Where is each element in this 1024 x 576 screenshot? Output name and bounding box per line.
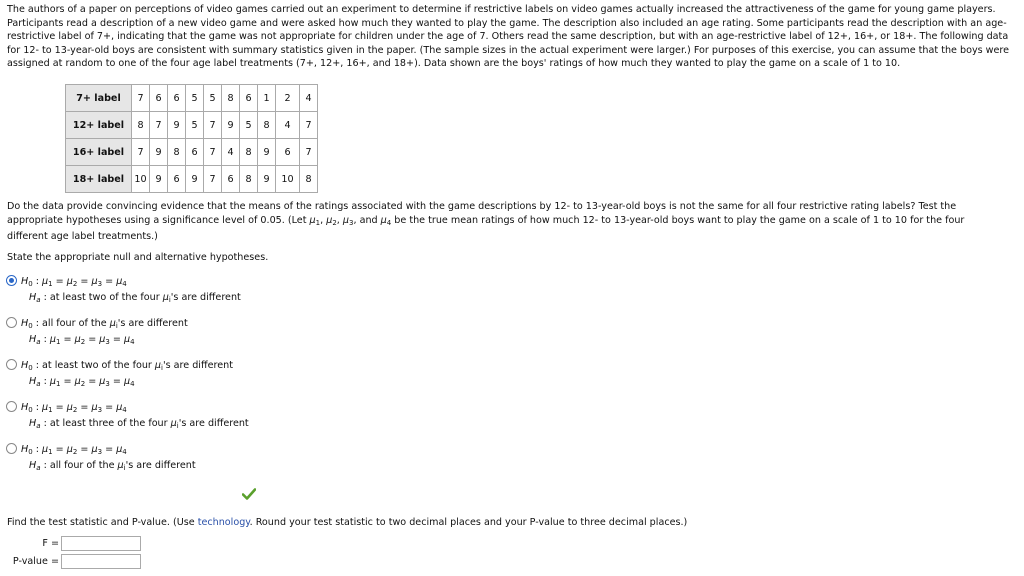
table-cell: 7 xyxy=(300,112,318,139)
option-line-1: $H_0$ : $\mu_1 = \mu_2 = \mu_3 = \mu_4$ xyxy=(21,276,127,288)
table-cell: 5 xyxy=(240,112,258,139)
table-cell: 8 xyxy=(240,139,258,166)
table-cell: 4 xyxy=(222,139,240,166)
table-cell: 7 xyxy=(300,139,318,166)
hypothesis-option-4[interactable] xyxy=(6,400,249,432)
table-cell: 7 xyxy=(132,139,150,166)
table-cell: 6 xyxy=(150,85,168,112)
technology-link[interactable]: technology xyxy=(197,517,250,528)
option-line-2: $H_a$ : all four of the $\mu_i's$ are different xyxy=(29,460,196,472)
hypothesis-option-1[interactable] xyxy=(6,274,241,306)
table-cell: 8 xyxy=(168,139,186,166)
find-prompt: Find the test statistic and P-value. (Use technology. Round your test statistic to two decimal places and your P-value to three decimal places.) xyxy=(7,517,688,528)
p-value-row xyxy=(7,554,59,570)
table-cell: 4 xyxy=(300,85,318,112)
state-hypotheses-prompt: State the appropriate null and alternative hypotheses. xyxy=(7,252,269,263)
radio-icon[interactable] xyxy=(6,401,17,412)
option-line-2: $H_a$ : $\mu_1 = \mu_2 = \mu_3 = \mu_4$ xyxy=(29,376,135,388)
table-cell: 5 xyxy=(186,85,204,112)
radio-icon[interactable] xyxy=(6,443,17,454)
table-cell: 7 xyxy=(204,166,222,193)
table-row xyxy=(66,139,318,166)
row-label: 16+ label xyxy=(66,139,132,166)
hypothesis-option-2[interactable] xyxy=(6,316,188,348)
table-cell: 5 xyxy=(186,112,204,139)
table-row xyxy=(66,112,318,139)
table-cell: 1 xyxy=(258,85,276,112)
table-cell: 8 xyxy=(258,112,276,139)
option-line-1: $H_0$ : all four of the $\mu_i's$ are different xyxy=(21,318,188,330)
option-line-2: $H_a$ : $\mu_1 = \mu_2 = \mu_3 = \mu_4$ xyxy=(29,334,135,346)
problem-intro: The authors of a paper on perceptions of video games carried out an experiment to determine if restrictive labels on video games actually increased the attractiveness of the game for young game players. Participants read a description of a new video game and were asked how much they wanted to play the game. The description also included an age rating. Some participants read the description with an age-restrictive label of 7+, indicating that the game was not appropriate for children under the age of 7. Others read the same description, but with an age-restrictive label of 12+, 16+, or 18+. The following data for 12- to 13-year-old boys are consistent with summary statistics given in the paper. (The sample sizes in the actual experiment were larger.) For purposes of this exercise, you can assume that the boys were assigned at random to one of the four age label treatments (7+, 12+, 16+, and 18+). Data shown are the boys' ratings of how much they wanted to play the game on a scale of 1 to 10. xyxy=(7,4,1010,70)
table-cell: 8 xyxy=(222,85,240,112)
table-cell: 9 xyxy=(150,166,168,193)
table-cell: 8 xyxy=(132,112,150,139)
question-text: Do the data provide convincing evidence that the means of the ratings associated with the game descriptions by 12- to 13-year-old boys is not the same for all four restrictive rating labels? Test the appropriate hypotheses using a significance level of 0.05. (Let $\mu_1$, $\mu_2$, $\mu_3$, and $\mu_4$ be the true mean ratings of how much 12- to 13-year-old boys want to play the game on a scale of 1 to 10 for the four different age label treatments.) xyxy=(7,201,965,242)
table-cell: 4 xyxy=(276,112,300,139)
table-cell: 5 xyxy=(204,85,222,112)
option-line-1: $H_0$ : $\mu_1 = \mu_2 = \mu_3 = \mu_4$ xyxy=(21,444,127,456)
table-cell: 9 xyxy=(258,139,276,166)
option-line-1: $H_0$ : $\mu_1 = \mu_2 = \mu_3 = \mu_4$ xyxy=(21,402,127,414)
f-label: F = xyxy=(42,538,59,549)
table-cell: 6 xyxy=(276,139,300,166)
p-value-input[interactable] xyxy=(61,554,141,569)
table-cell: 8 xyxy=(240,166,258,193)
table-cell: 6 xyxy=(168,85,186,112)
table-cell: 7 xyxy=(150,112,168,139)
row-label: 12+ label xyxy=(66,112,132,139)
table-row xyxy=(66,85,318,112)
table-cell: 6 xyxy=(168,166,186,193)
table-cell: 6 xyxy=(186,139,204,166)
radio-icon[interactable] xyxy=(6,317,17,328)
table-cell: 10 xyxy=(132,166,150,193)
table-cell: 6 xyxy=(222,166,240,193)
table-cell: 9 xyxy=(186,166,204,193)
option-line-2: $H_a$ : at least two of the four $\mu_i's$ are different xyxy=(29,292,241,304)
table-cell: 10 xyxy=(276,166,300,193)
hypothesis-option-5[interactable] xyxy=(6,442,196,474)
table-cell: 7 xyxy=(204,112,222,139)
table-cell: 9 xyxy=(150,139,168,166)
table-cell: 9 xyxy=(258,166,276,193)
table-row xyxy=(66,166,318,193)
option-line-1: $H_0$ : at least two of the four $\mu_i's$ are different xyxy=(21,360,233,372)
f-statistic-row xyxy=(7,536,59,552)
correct-check-icon xyxy=(242,488,256,500)
hypothesis-option-3[interactable] xyxy=(6,358,233,390)
table-cell: 9 xyxy=(168,112,186,139)
hypotheses-choices xyxy=(6,270,258,500)
table-cell: 2 xyxy=(276,85,300,112)
radio-icon[interactable] xyxy=(6,359,17,370)
row-label: 18+ label xyxy=(66,166,132,193)
table-cell: 8 xyxy=(300,166,318,193)
radio-selected-icon[interactable] xyxy=(6,275,17,286)
f-statistic-input[interactable] xyxy=(61,536,141,551)
p-value-label: P-value = xyxy=(12,556,59,567)
table-cell: 9 xyxy=(222,112,240,139)
table-cell: 6 xyxy=(240,85,258,112)
table-cell: 7 xyxy=(204,139,222,166)
option-line-2: $H_a$ : at least three of the four $\mu_i's$ are different xyxy=(29,418,249,430)
ratings-table xyxy=(65,84,318,193)
table-cell: 7 xyxy=(132,85,150,112)
row-label: 7+ label xyxy=(66,85,132,112)
